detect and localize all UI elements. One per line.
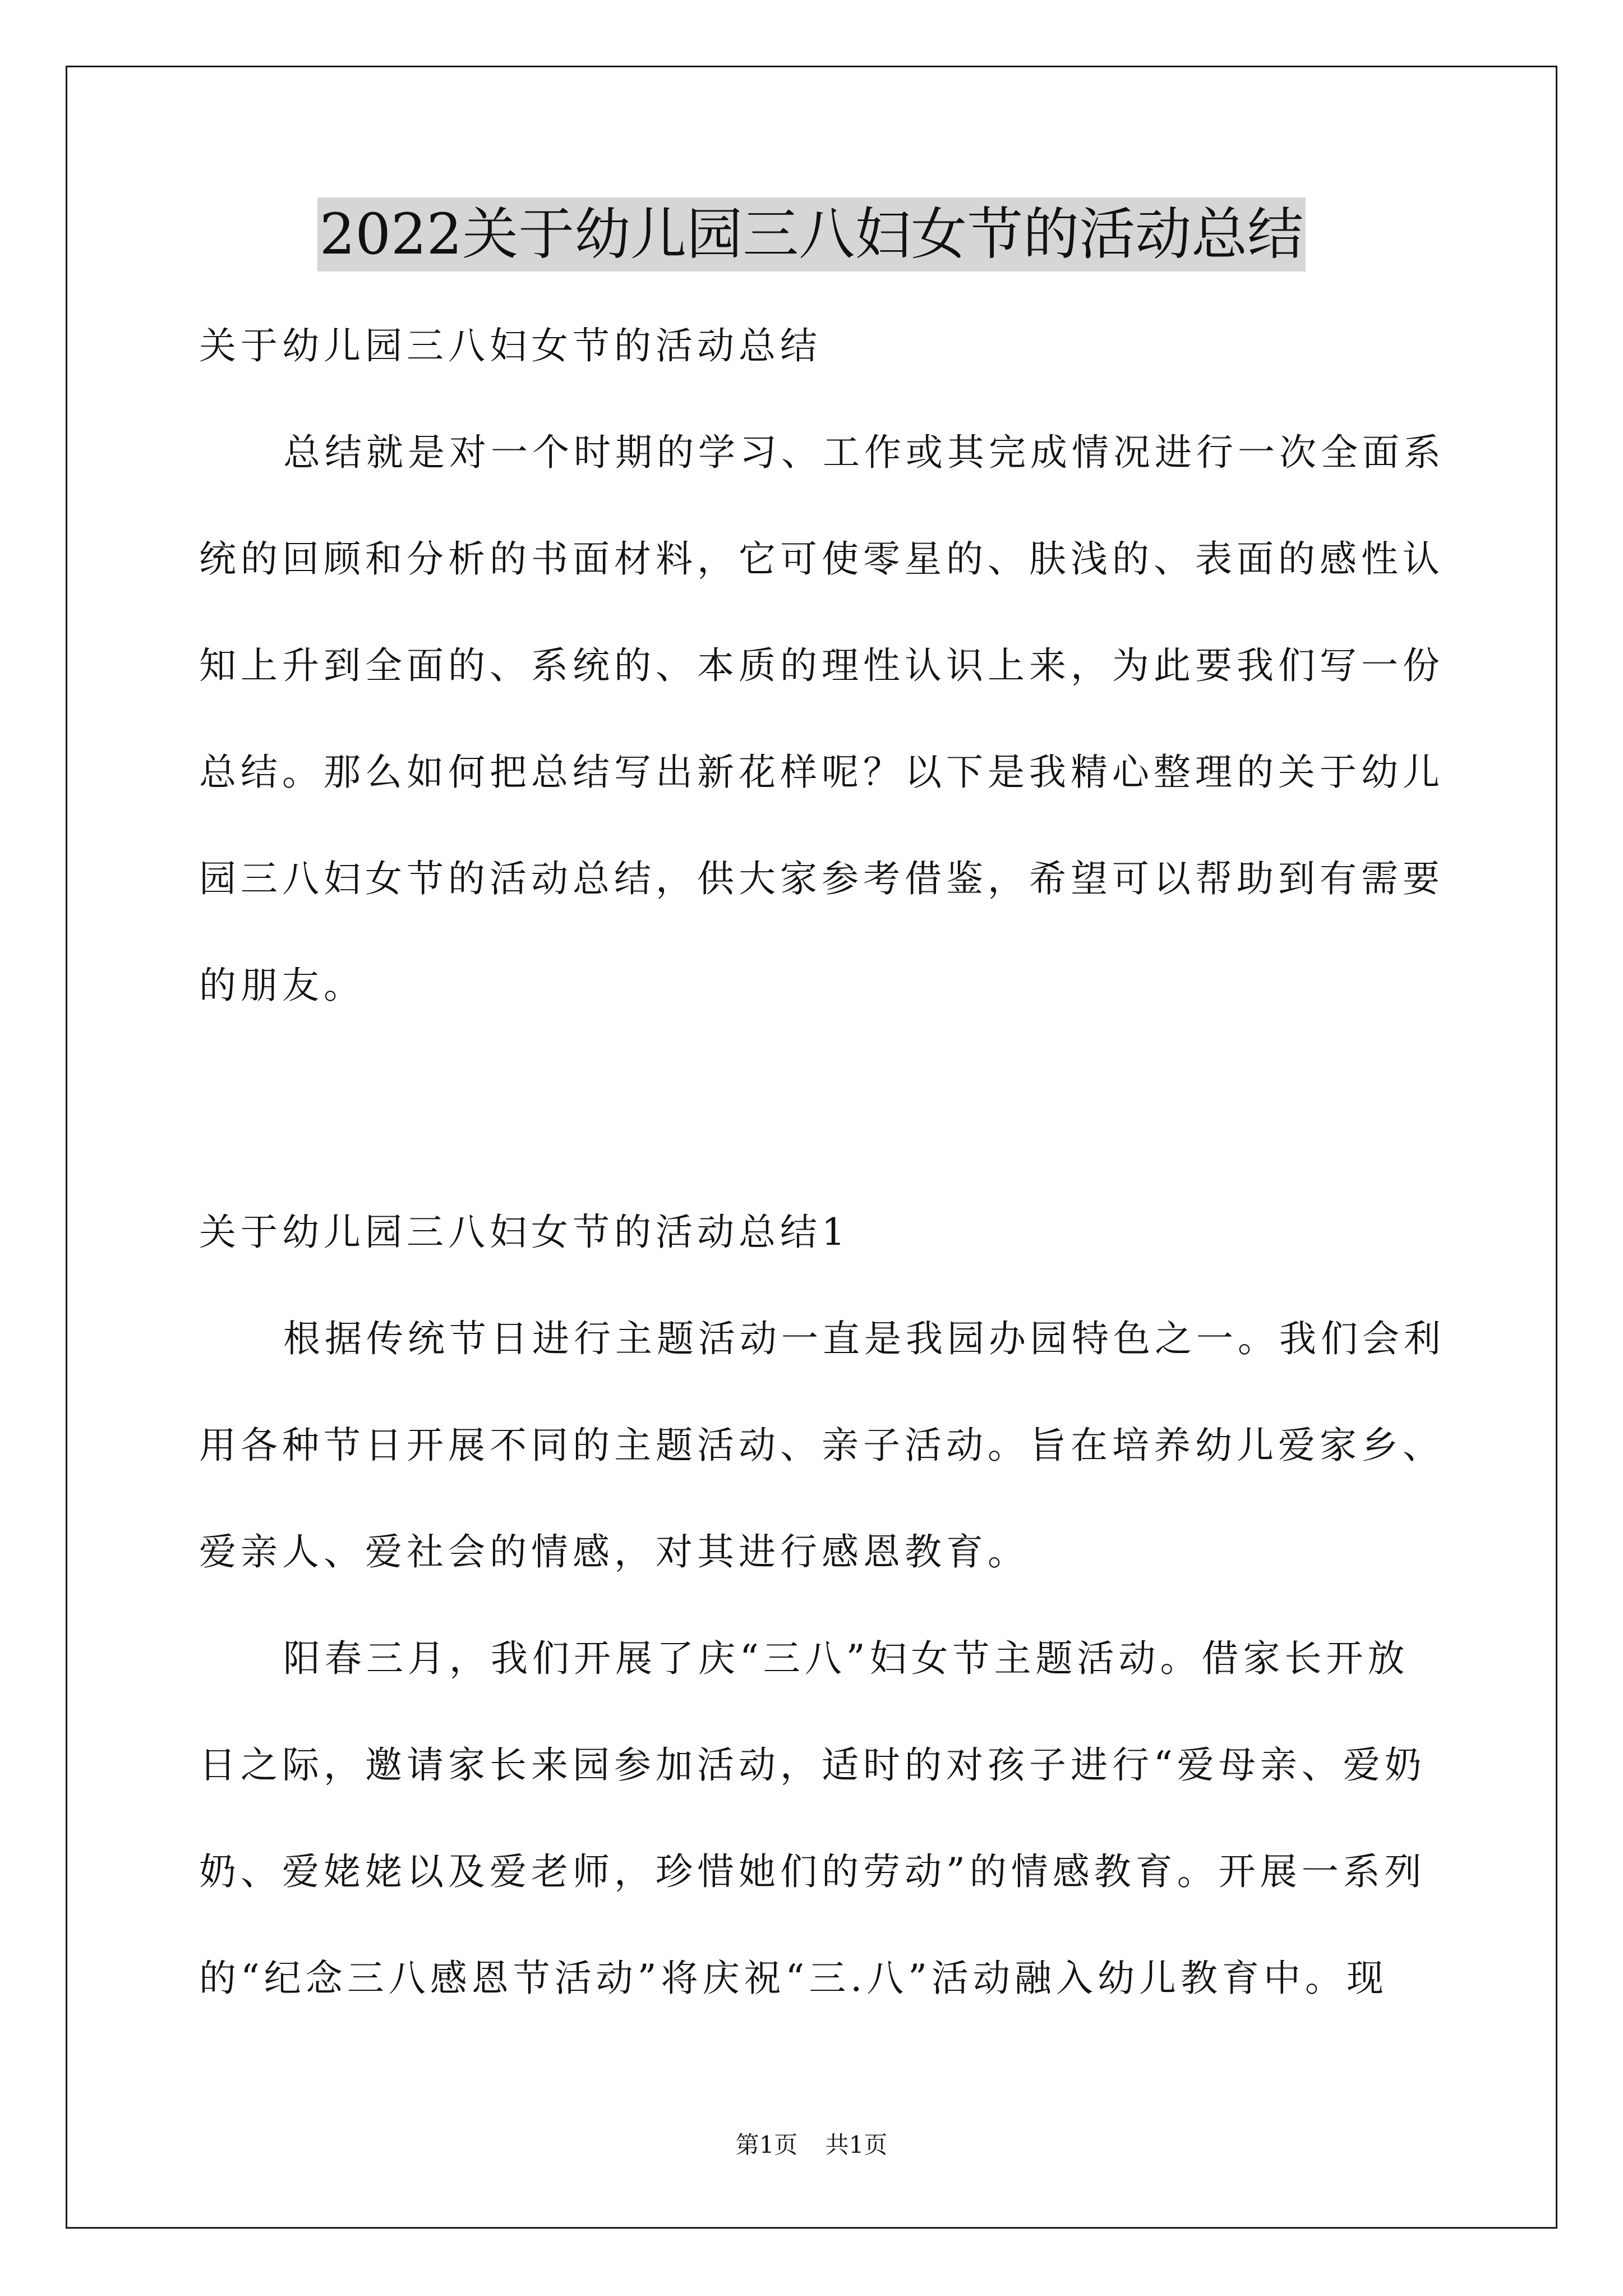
intro-line: 知上升到全面的、系统的、本质的理性认识上来，为此要我们写一份 bbox=[199, 644, 1444, 687]
page-total: 共1页 bbox=[825, 2131, 888, 2159]
intro-line: 园三八妇女节的活动总结，供大家参考借鉴，希望可以帮助到有需要 bbox=[199, 857, 1444, 900]
page-border bbox=[66, 66, 1557, 2229]
intro-line: 的朋友。 bbox=[199, 964, 365, 1007]
page-footer bbox=[0, 2129, 1623, 2161]
paragraph-line: 的“纪念三八感恩节活动”将庆祝“三.八”活动融入幼儿教育中。现 bbox=[199, 1957, 1388, 2000]
intro-line: 统的回顾和分析的书面材料，它可使零星的、肤浅的、表面的感性认 bbox=[199, 537, 1444, 581]
paragraph-line: 用各种节日开展不同的主题活动、亲子活动。旨在培养幼儿爱家乡、 bbox=[199, 1424, 1444, 1467]
paragraph-line: 根据传统节日进行主题活动一直是我园办园特色之一。我们会利 bbox=[283, 1317, 1445, 1360]
page-number: 第1页 bbox=[735, 2131, 798, 2159]
document-title: 2022关于幼儿园三八妇女节的活动总结 bbox=[317, 197, 1306, 272]
intro-line: 总结就是对一个时期的学习、工作或其完成情况进行一次全面系 bbox=[283, 431, 1445, 474]
paragraph-line: 阳春三月，我们开展了庆“三八”妇女节主题活动。借家长开放 bbox=[283, 1637, 1409, 1680]
section-heading: 关于幼儿园三八妇女节的活动总结1 bbox=[199, 1211, 850, 1254]
paragraph-line: 奶、爱姥姥以及爱老师，珍惜她们的劳动”的情感教育。开展一系列 bbox=[199, 1850, 1426, 1893]
paragraph-line: 爱亲人、爱社会的情感，对其进行感恩教育。 bbox=[199, 1530, 1029, 1573]
section-heading: 关于幼儿园三八妇女节的活动总结 bbox=[199, 324, 822, 367]
title-container bbox=[0, 197, 1623, 272]
intro-line: 总结。那么如何把总结写出新花样呢？以下是我精心整理的关于幼儿 bbox=[199, 751, 1444, 794]
paragraph-line: 日之际，邀请家长来园参加活动，适时的对孩子进行“爱母亲、爱奶 bbox=[199, 1743, 1426, 1787]
